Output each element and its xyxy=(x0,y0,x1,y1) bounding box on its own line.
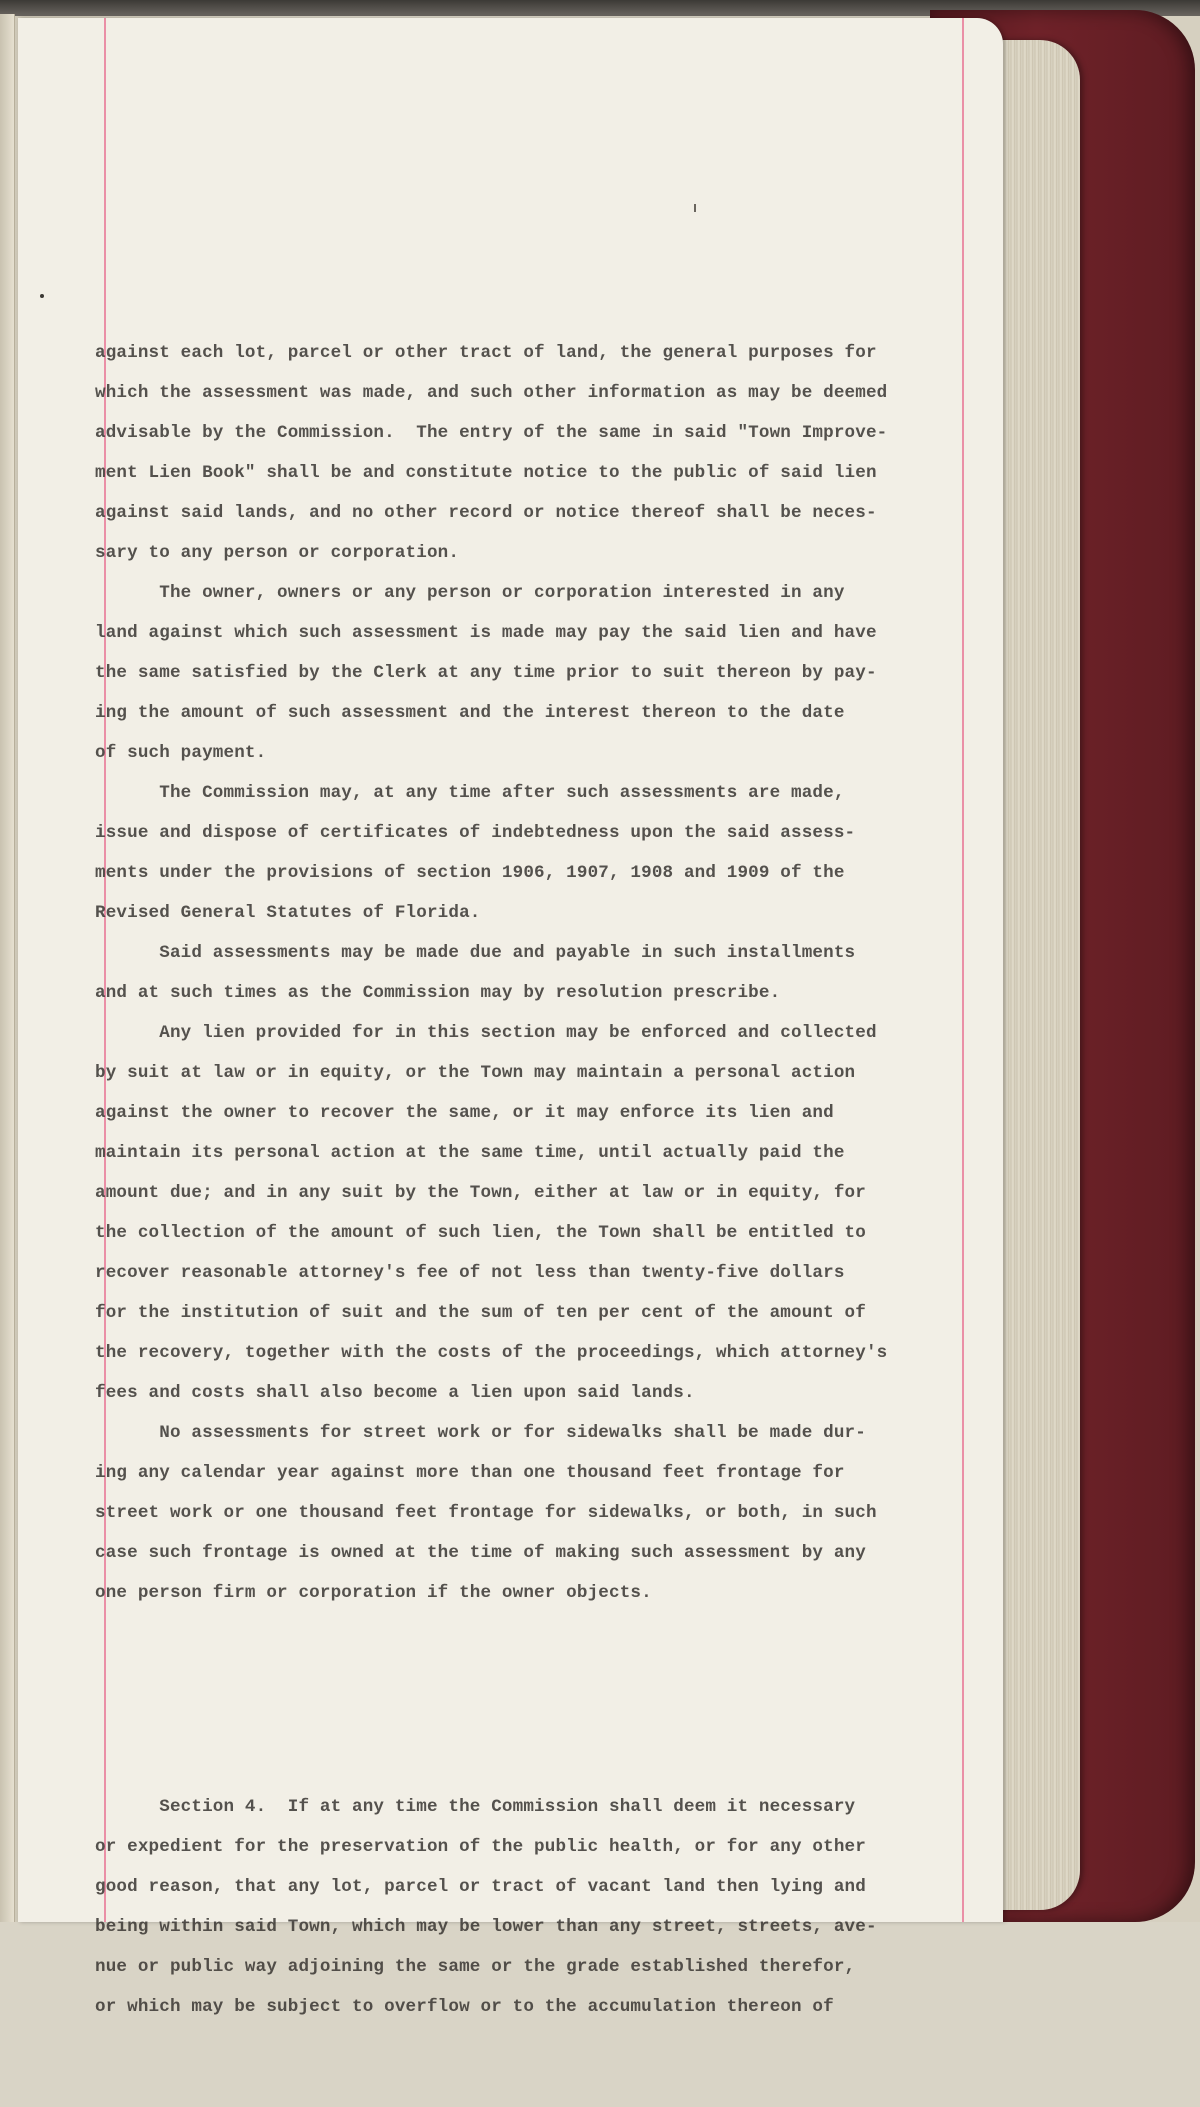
text-line: No assessments for street work or for sidewalks shall be made dur- xyxy=(95,1423,866,1443)
page-mark xyxy=(694,204,696,212)
text-line: or expedient for the preservation of the public health, or for any other xyxy=(95,1837,866,1857)
text-line: Said assessments may be made due and payable in such installments xyxy=(95,943,856,963)
text-line: and at such times as the Commission may by resolution prescribe. xyxy=(95,983,781,1003)
text-line: Any lien provided for in this section may be enforced and collected xyxy=(95,1023,877,1043)
text-line: Section 4. If at any time the Commission shall deem it necessary xyxy=(95,1797,856,1817)
text-line: the same satisfied by the Clerk at any time prior to suit thereon by pay- xyxy=(95,663,877,683)
text-line: being within said Town, which may be lower than any street, streets, ave- xyxy=(95,1917,877,1937)
text-line: case such frontage is owned at the time of making such assessment by any xyxy=(95,1543,866,1563)
text-line: which the assessment was made, and such other information as may be deemed xyxy=(95,383,888,403)
text-line: or which may be subject to overflow or to the accumulation thereon of xyxy=(95,1997,834,2017)
text-line: land against which such assessment is made may pay the said lien and have xyxy=(95,623,877,643)
text-line: the recovery, together with the costs of the proceedings, which attorney's xyxy=(95,1343,888,1363)
text-line: ment Lien Book" shall be and constitute notice to the public of said lien xyxy=(95,463,877,483)
text-line: Revised General Statutes of Florida. xyxy=(95,903,481,923)
text-line: one person firm or corporation if the owner objects. xyxy=(95,1583,652,1603)
text-line: maintain its personal action at the same time, until actually paid the xyxy=(95,1143,845,1163)
text-line: nue or public way adjoining the same or the grade established therefor, xyxy=(95,1957,856,1977)
text-line: fees and costs shall also become a lien upon said lands. xyxy=(95,1383,695,1403)
text-line: recover reasonable attorney's fee of not less than twenty-five dollars xyxy=(95,1263,845,1283)
typed-text-body xyxy=(95,253,995,2107)
text-line: issue and dispose of certificates of indebtedness upon the said assess- xyxy=(95,823,856,843)
text-line: The owner, owners or any person or corporation interested in any xyxy=(95,583,845,603)
text-line: The Commission may, at any time after such assessments are made, xyxy=(95,783,845,803)
previous-page-edge xyxy=(0,14,15,1922)
text-line: against said lands, and no other record or notice thereof shall be neces- xyxy=(95,503,877,523)
text-line: by suit at law or in equity, or the Town may maintain a personal action xyxy=(95,1063,856,1083)
text-line: against each lot, parcel or other tract of land, the general purposes for xyxy=(95,343,877,363)
binding-hole-mark xyxy=(40,294,44,298)
text-line: amount due; and in any suit by the Town, either at law or in equity, for xyxy=(95,1183,866,1203)
text-line: good reason, that any lot, parcel or tract of vacant land then lying and xyxy=(95,1877,866,1897)
section-gap xyxy=(95,1693,995,1707)
text-line: the collection of the amount of such lien, the Town shall be entitled to xyxy=(95,1223,866,1243)
text-line: ments under the provisions of section 1906, 1907, 1908 and 1909 of the xyxy=(95,863,845,883)
text-line: advisable by the Commission. The entry of the same in said "Town Improve- xyxy=(95,423,888,443)
text-line: for the institution of suit and the sum of ten per cent of the amount of xyxy=(95,1303,866,1323)
text-line: of such payment. xyxy=(95,743,267,763)
text-block-part2 xyxy=(95,1787,995,2027)
text-line: against the owner to recover the same, or it may enforce its lien and xyxy=(95,1103,834,1123)
text-block-part1 xyxy=(95,333,995,1613)
text-line: sary to any person or corporation. xyxy=(95,543,460,563)
text-line: ing any calendar year against more than one thousand feet frontage for xyxy=(95,1463,845,1483)
text-line: street work or one thousand feet frontage for sidewalks, or both, in such xyxy=(95,1503,877,1523)
text-line: ing the amount of such assessment and the interest thereon to the date xyxy=(95,703,845,723)
